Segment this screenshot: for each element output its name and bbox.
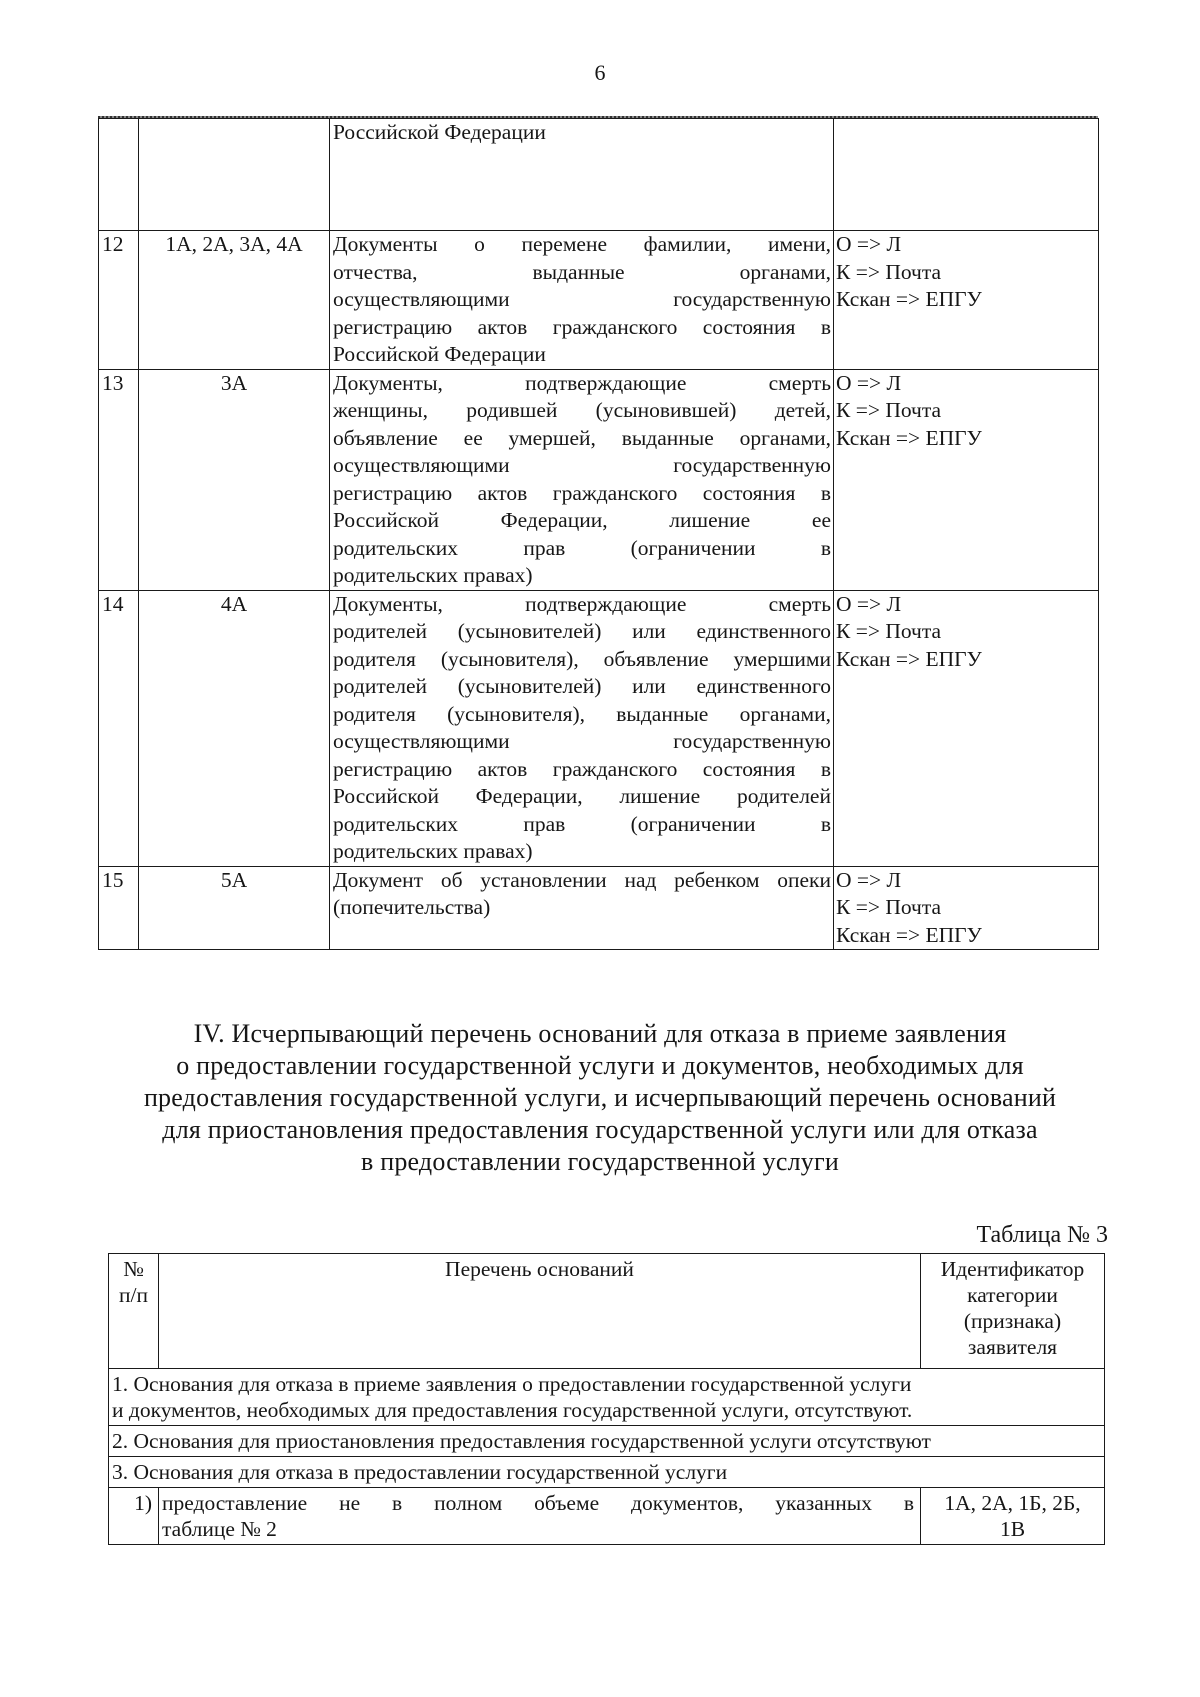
document-line: женщины, родившей (усыновившей) детей, bbox=[333, 398, 831, 422]
document-line: Российской Федерации bbox=[333, 120, 546, 144]
grounds-category-line: 1В bbox=[999, 1517, 1026, 1541]
document-line: родительских прав (ограничении в bbox=[333, 811, 831, 836]
section-heading bbox=[60, 1018, 1140, 1178]
row-categories: 1А, 2А, 3А, 4А bbox=[139, 231, 330, 370]
grounds-row bbox=[109, 1488, 1105, 1545]
section-cell bbox=[109, 1426, 1105, 1457]
document-line: родителей (усыновителей) или единственного bbox=[333, 619, 831, 643]
grounds-row-num: 1) bbox=[109, 1488, 159, 1545]
document-line: родительских правах) bbox=[333, 563, 533, 587]
submission-way: К => Почта bbox=[836, 259, 942, 284]
grounds-text-line: предоставление не в полном объеме документов, указанных в bbox=[162, 1491, 914, 1515]
document-line: Российской Федерации, лишение ее bbox=[333, 508, 831, 532]
submission-way: К => Почта bbox=[836, 398, 942, 422]
row-number bbox=[99, 119, 139, 231]
grounds-text-line: таблице № 2 bbox=[162, 1517, 277, 1541]
section-row bbox=[109, 1457, 1105, 1488]
document-line: Российской Федерации, лишение родителей bbox=[333, 784, 831, 808]
header-id-line: категории bbox=[967, 1283, 1058, 1307]
row-document bbox=[330, 866, 834, 950]
document-line: отчества, выданные органами, bbox=[333, 259, 831, 284]
grounds-row-text bbox=[159, 1488, 921, 1545]
document-line: родителей (усыновителей) или единственного bbox=[333, 674, 831, 698]
section-heading-line: для приостановления предоставления государственной услуги или для отказа bbox=[162, 1115, 1038, 1144]
row-categories: 5А bbox=[139, 866, 330, 950]
row-submission-ways bbox=[834, 590, 1099, 866]
section-heading-line: в предоставлении государственной услуги bbox=[361, 1147, 839, 1176]
grounds-category-line: 1А, 2А, 1Б, 2Б, bbox=[944, 1491, 1081, 1515]
section-row bbox=[109, 1369, 1105, 1426]
submission-way: Кскан => ЕПГУ bbox=[836, 922, 982, 947]
document-line: (попечительства) bbox=[333, 895, 491, 919]
grounds-table bbox=[108, 1253, 1105, 1545]
row-number: 12 bbox=[99, 231, 139, 370]
submission-way: О => Л bbox=[836, 591, 902, 616]
row-number: 13 bbox=[99, 369, 139, 590]
header-num-line: № bbox=[123, 1257, 144, 1281]
header-id-line: заявителя bbox=[967, 1335, 1058, 1359]
section-cell bbox=[109, 1457, 1105, 1488]
section-line: 1. Основания для отказа в приеме заявления о предоставлении государственной услуги bbox=[112, 1372, 912, 1396]
document-line: регистрацию актов гражданского состояния в bbox=[333, 480, 831, 505]
document-line: осуществляющими государственную bbox=[333, 729, 831, 753]
row-submission-ways bbox=[834, 866, 1099, 950]
row-submission-ways bbox=[834, 119, 1099, 231]
submission-way: О => Л bbox=[836, 867, 902, 892]
document-line: Документы, подтверждающие смерть bbox=[333, 591, 831, 616]
document-row bbox=[99, 231, 1099, 370]
section-heading-line: о предоставлении государственной услуги и документов, необходимых для bbox=[176, 1051, 1024, 1080]
section-line: 2. Основания для приостановления предоставления государственной услуги отсутствуют bbox=[112, 1429, 931, 1453]
header-id-cell bbox=[921, 1254, 1105, 1369]
document-line: объявление ее умершей, выданные органами, bbox=[333, 425, 831, 450]
document-row bbox=[99, 866, 1099, 950]
header-title-cell: Перечень оснований bbox=[159, 1254, 921, 1369]
document-line: Документы о перемене фамилии, имени, bbox=[333, 232, 831, 256]
document-row bbox=[99, 590, 1099, 866]
row-submission-ways bbox=[834, 369, 1099, 590]
table-caption: Таблица № 3 bbox=[976, 1222, 1108, 1248]
section-row bbox=[109, 1426, 1105, 1457]
document-line: Документ об установлении над ребенком опеки bbox=[333, 867, 831, 892]
submission-way: К => Почта bbox=[836, 619, 942, 643]
document-line: осуществляющими государственную bbox=[333, 453, 831, 477]
section-line: и документов, необходимых для предоставления государственной услуги, отсутствуют. bbox=[112, 1398, 913, 1422]
row-number: 15 bbox=[99, 866, 139, 950]
section-line: 3. Основания для отказа в предоставлении государственной услуги bbox=[112, 1460, 728, 1484]
row-document bbox=[330, 231, 834, 370]
document-line: осуществляющими государственную bbox=[333, 287, 831, 311]
row-document bbox=[330, 119, 834, 231]
row-categories: 4А bbox=[139, 590, 330, 866]
submission-way: О => Л bbox=[836, 232, 902, 256]
document-line: родителя (усыновителя), выданные органами, bbox=[333, 701, 831, 726]
document-line: родителя (усыновителя), объявление умершими bbox=[333, 646, 831, 671]
submission-way: К => Почта bbox=[836, 895, 942, 919]
document-line: регистрацию актов гражданского состояния в bbox=[333, 314, 831, 339]
document-line: Российской Федерации bbox=[333, 342, 546, 366]
document-line: родительских прав (ограничении в bbox=[333, 535, 831, 560]
row-categories bbox=[139, 119, 330, 231]
document-line: регистрацию актов гражданского состояния в bbox=[333, 756, 831, 781]
document-line: родительских правах) bbox=[333, 839, 533, 863]
document-line: Документы, подтверждающие смерть bbox=[333, 370, 831, 395]
row-submission-ways bbox=[834, 231, 1099, 370]
row-document bbox=[330, 369, 834, 590]
documents-table-body bbox=[99, 119, 1099, 950]
header-id-line: Идентификатор bbox=[940, 1257, 1085, 1281]
submission-way: Кскан => ЕПГУ bbox=[836, 425, 982, 450]
row-categories: 3А bbox=[139, 369, 330, 590]
submission-way: Кскан => ЕПГУ bbox=[836, 287, 982, 311]
row-document bbox=[330, 590, 834, 866]
document-row bbox=[99, 369, 1099, 590]
section-cell bbox=[109, 1369, 1105, 1426]
submission-way: Кскан => ЕПГУ bbox=[836, 646, 982, 671]
header-num-cell bbox=[109, 1254, 159, 1369]
submission-way: О => Л bbox=[836, 370, 902, 395]
header-id-line: (признака) bbox=[963, 1309, 1062, 1333]
page-number: 6 bbox=[594, 60, 606, 85]
grounds-row-categories bbox=[921, 1488, 1105, 1545]
header-num-line: п/п bbox=[119, 1283, 148, 1307]
row-number: 14 bbox=[99, 590, 139, 866]
documents-table-continuation bbox=[98, 118, 1099, 950]
document-row bbox=[99, 119, 1099, 231]
section-heading-line: IV. Исчерпывающий перечень оснований для отказа в приеме заявления bbox=[193, 1019, 1007, 1048]
section-heading-line: предоставления государственной услуги, и исчерпывающий перечень оснований bbox=[143, 1083, 1057, 1112]
grounds-table-header bbox=[109, 1254, 1105, 1369]
